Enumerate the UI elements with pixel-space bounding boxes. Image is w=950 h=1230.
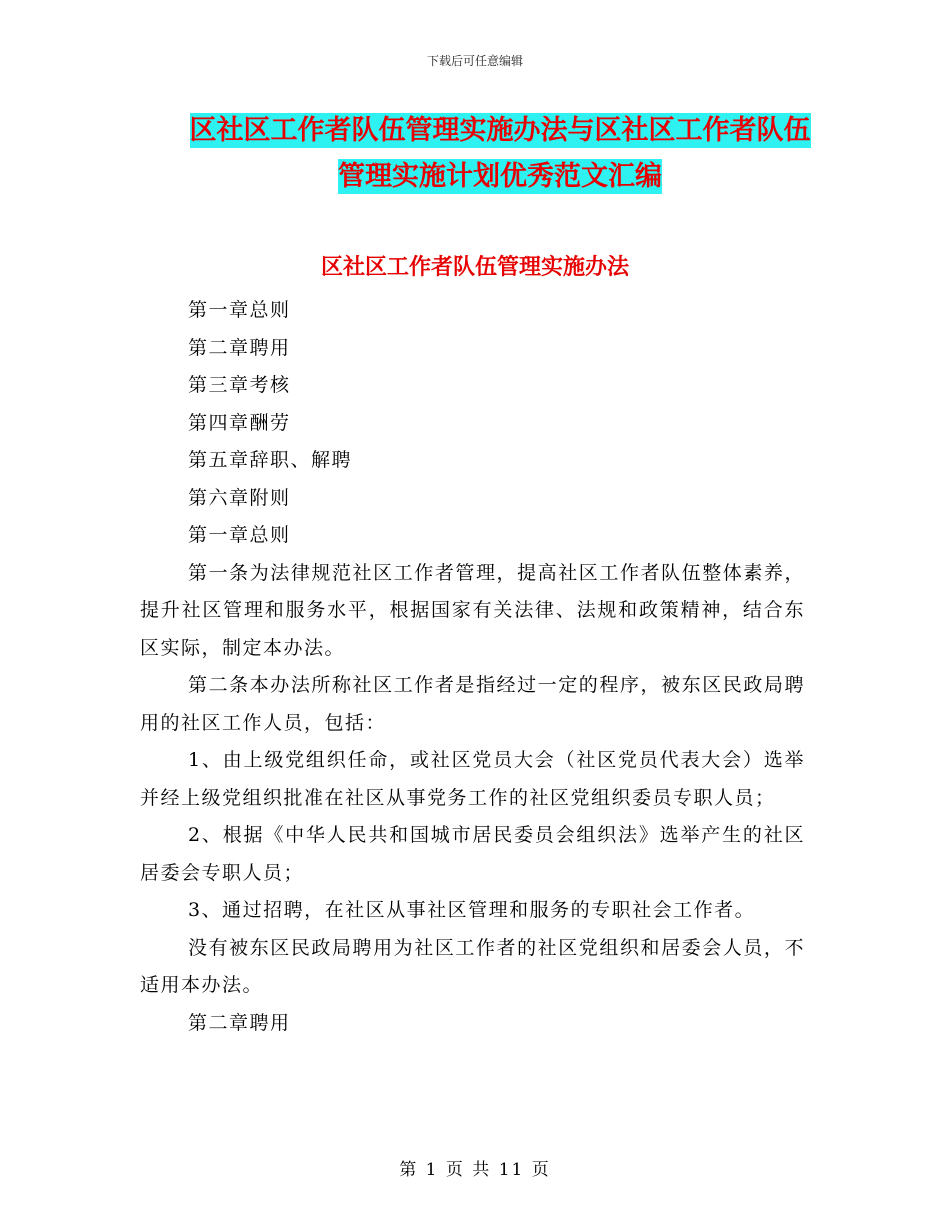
page-footer: 第 1 页 共 11 页 xyxy=(399,1160,551,1180)
paragraph: 第一章总则 xyxy=(188,524,291,546)
paragraph: 第一条为法律规范社区工作者管理，提高社区工作者队伍整体素养，提升社区管理和服务水平，根据国家有关法律、法规和政策精神，结合东区实际，制定本办法。 xyxy=(140,561,805,659)
paragraph: 第二章聘用 xyxy=(188,1011,291,1034)
paragraph: 2、根据《中华人民共和国城市居民委员会组织法》选举产生的社区居委会专职人员； xyxy=(140,824,805,884)
paragraph: 第二章聘用 xyxy=(188,336,291,359)
header-note: 下载后可任意编辑 xyxy=(426,54,523,68)
paragraph: 第三章考核 xyxy=(188,374,291,396)
paragraph: 第四章酬劳 xyxy=(188,411,291,434)
paragraph: 第二条本办法所称社区工作者是指经过一定的程序，被东区民政局聘用的社区工作人员，包括： xyxy=(140,674,805,734)
paragraph: 第六章附则 xyxy=(188,486,291,509)
document-title-line-2: 管理实施计划优秀范文汇编 xyxy=(338,161,662,192)
paragraph: 没有被东区民政局聘用为社区工作者的社区党组织和居委会人员，不适用本办法。 xyxy=(140,936,805,996)
paragraph: 1、由上级党组织任命，或社区党员大会（社区党员代表大会）选举并经上级党组织批准在社区从事党务工作的社区党组织委员专职人员； xyxy=(140,749,805,809)
document-body xyxy=(140,292,805,1042)
paragraph: 3、通过招聘，在社区从事社区管理和服务的专职社会工作者。 xyxy=(188,899,756,921)
section-title: 区社区工作者队伍管理实施办法 xyxy=(320,255,629,280)
document-title xyxy=(140,108,860,200)
paragraph: 第五章辞职、解聘 xyxy=(188,449,353,471)
document-title-line-1: 区社区工作者队伍管理实施办法与区社区工作者队伍 xyxy=(189,115,811,146)
paragraph: 第一章总则 xyxy=(188,299,291,321)
